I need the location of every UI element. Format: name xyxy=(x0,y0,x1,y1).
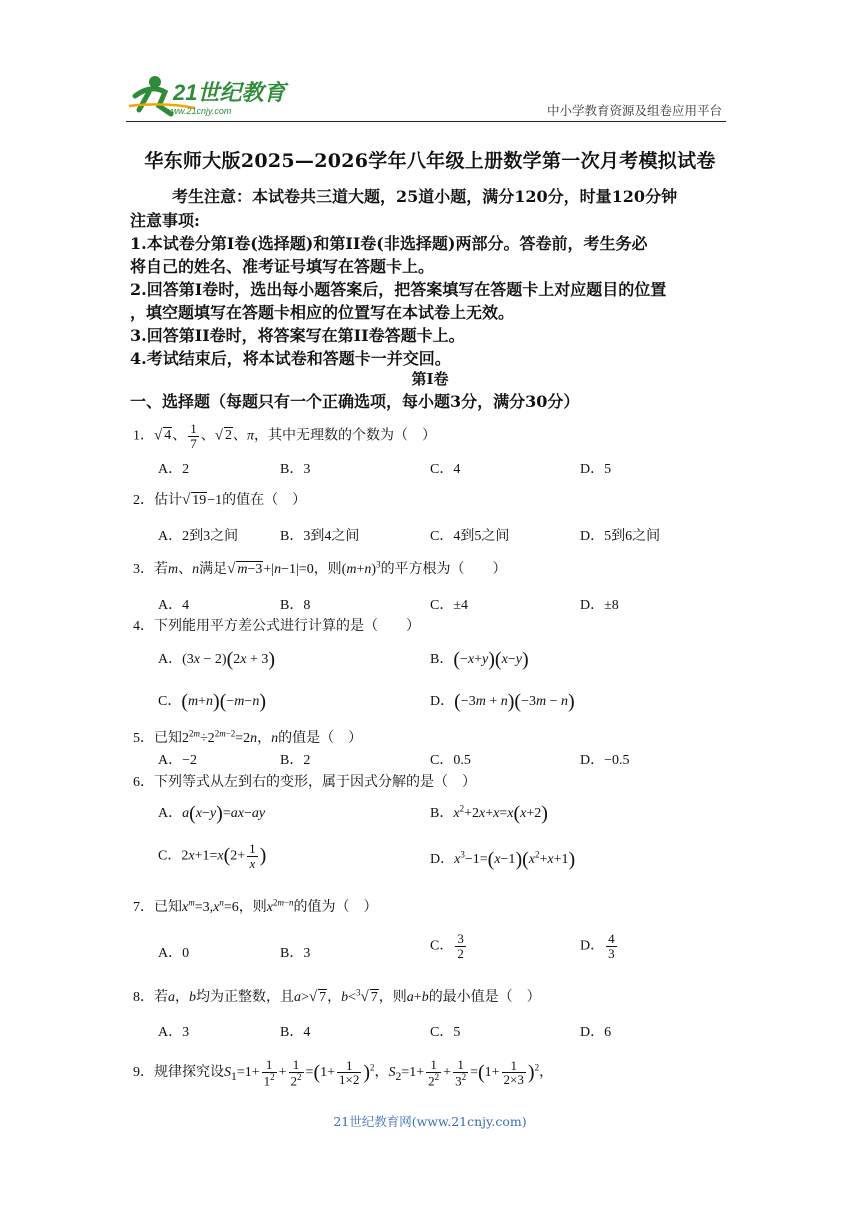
header-platform-name: 中小学教育资源及组卷应用平台 xyxy=(546,103,722,118)
instruction-line: 将自己的姓名、准考证号填写在答题卡上。 xyxy=(130,257,435,276)
question-5-text: 的值是（ ） xyxy=(278,731,363,746)
option-c[interactable]: C．±4 xyxy=(430,598,469,613)
option-d[interactable]: D．5 xyxy=(580,462,612,477)
option-a[interactable]: A．3 xyxy=(158,1025,190,1040)
question-2-lead: 2．估计 xyxy=(133,493,182,508)
option-a[interactable]: A．2 xyxy=(158,462,190,477)
footer-source[interactable]: 21世纪教育网(www.21cnjy.com) xyxy=(333,1114,527,1129)
option-c[interactable]: C．(m+n)(−m−n) xyxy=(158,690,266,713)
question-5: 5．已知$2^{2m}\div 2^{2m-2}=2n$，n的值是（ ） xyxy=(133,728,363,746)
question-1-lead: 1． xyxy=(133,428,154,444)
option-d[interactable]: D．5到6之间 xyxy=(580,529,661,544)
option-d[interactable]: D．(−3m + n)(−3m − n) xyxy=(430,690,575,713)
question-4: 4．下列能用平方差公式进行计算的是（ ） xyxy=(133,619,420,634)
volume-label: 第I卷 xyxy=(411,370,449,388)
option-c[interactable]: C．2x+1=x(2+ $\frac{1}{x}$ ) xyxy=(158,841,267,871)
option-c[interactable]: C．4 xyxy=(430,462,461,477)
option-c[interactable]: C．4到5之间 xyxy=(430,529,510,544)
question-7: 7．已知$x^m=3,x^n=6$，则$x^{2m-n}$的值为（ ） xyxy=(133,897,378,915)
question-8: 8．若a，b均为正整数，且a>√ 7，b<$^3$√ 7，则a+b的最小值是（ ） xyxy=(133,987,541,1005)
question-7-text: 的值为（ ） xyxy=(293,900,378,915)
instruction-line: 2.回答第I卷时，选出每小题答案后，把答案填写在答题卡上对应题目的位置 xyxy=(130,280,667,299)
question-9-lead: 9．规律探究设 xyxy=(133,1065,224,1081)
instruction-line: 4.考试结束后，将本试卷和答题卡一并交回。 xyxy=(130,349,451,368)
question-6: 6．下列等式从左到右的变形，属于因式分解的是（ ） xyxy=(133,775,476,790)
option-d[interactable]: D．±8 xyxy=(580,598,619,613)
question-9: 9．规律探究设$S_1=1+$ $\frac{1}{1^2}$ + $\frac{1}{2^2}$ =(1+ $\frac{1}{1\times 2}$ )$^2$，$S_2=1+$ $\frac{1}{2^2}$ + $\frac{1}{3^2}$ =(1+ $\frac{1}{2\times 3}$ )$^2$， xyxy=(133,1057,554,1088)
question-5-lead: 5．已知 xyxy=(133,731,182,746)
option-d[interactable]: D．−0.5 xyxy=(580,753,630,768)
option-a[interactable]: A．−2 xyxy=(158,753,198,768)
question-3: 3．若m、n满足√ m−3+|n−1|=0，则$(m+n)^3$的平方根为（ ） xyxy=(133,559,507,577)
option-a[interactable]: A．2到3之间 xyxy=(158,529,239,544)
option-c[interactable]: C．5 xyxy=(430,1025,461,1040)
option-b[interactable]: B．8 xyxy=(280,598,311,613)
option-a[interactable]: A．0 xyxy=(158,946,190,961)
question-3-lead: 3．若 xyxy=(133,562,168,577)
option-b[interactable]: B．(−x+y)(x−y) xyxy=(430,648,529,671)
option-b[interactable]: B．3到4之间 xyxy=(280,529,360,544)
document-title: 华东师大版2025—2026学年八年级上册数学第一次月考模拟试卷 xyxy=(144,150,716,172)
site-logo xyxy=(125,66,295,124)
question-7-lead: 7．已知 xyxy=(133,900,182,915)
question-1: 1．√ 4、 $\frac{1}{7}$ 、√ 2、π，其中无理数的个数为（ ） xyxy=(133,421,436,451)
option-a[interactable]: A．4 xyxy=(158,598,190,613)
header-divider xyxy=(126,121,726,122)
option-b[interactable]: B．$x^2+2x+x=x(x+2)$ xyxy=(430,802,548,825)
logo-text: 21世纪教育 xyxy=(173,80,286,105)
option-d[interactable]: D． $\frac{4}{3}$ xyxy=(580,931,615,961)
instruction-line: 1.本试卷分第I卷(选择题)和第II卷(非选择题)两部分。答卷前，考生务必 xyxy=(130,234,648,253)
option-b[interactable]: B．4 xyxy=(280,1025,311,1040)
option-b[interactable]: B．3 xyxy=(280,946,311,961)
option-c[interactable]: C． $\frac{3}{2}$ xyxy=(430,931,464,961)
logo-url: www.21cnjy.com xyxy=(165,106,232,116)
question-1-text: ，其中无理数的个数为（ ） xyxy=(253,428,436,444)
option-b[interactable]: B．3 xyxy=(280,462,311,477)
notice-intro: 考生注意：本试卷共三道大题，25道小题，满分120分，时量120分钟 xyxy=(172,187,678,206)
question-8-text: 的最小值是（ ） xyxy=(428,990,541,1005)
option-c[interactable]: C．0.5 xyxy=(430,753,471,768)
question-3-text: 的平方根为（ ） xyxy=(380,562,507,577)
option-d[interactable]: D．$x^3-1=(x-1)(x^2+x+1)$ xyxy=(430,848,576,871)
option-a[interactable]: A．a(x−y)=ax−ay xyxy=(158,802,266,825)
question-2: 2．估计√ 19−1的值在（ ） xyxy=(133,492,307,508)
notice-heading: 注意事项: xyxy=(130,211,200,230)
question-2-text: 的值在（ ） xyxy=(222,493,307,508)
question-8-lead: 8．若 xyxy=(133,990,168,1005)
option-d[interactable]: D．6 xyxy=(580,1025,612,1040)
option-a[interactable]: A．(3x − 2)(2x + 3) xyxy=(158,648,276,671)
instruction-line: 3.回答第II卷时，将答案写在第II卷答题卡上。 xyxy=(130,326,465,345)
section-heading: 一、选择题（每题只有一个正确选项，每小题3分，满分30分） xyxy=(130,392,580,411)
instruction-line: ，填空题填写在答题卡相应的位置写在本试卷上无效。 xyxy=(130,303,515,322)
option-b[interactable]: B．2 xyxy=(280,753,311,768)
